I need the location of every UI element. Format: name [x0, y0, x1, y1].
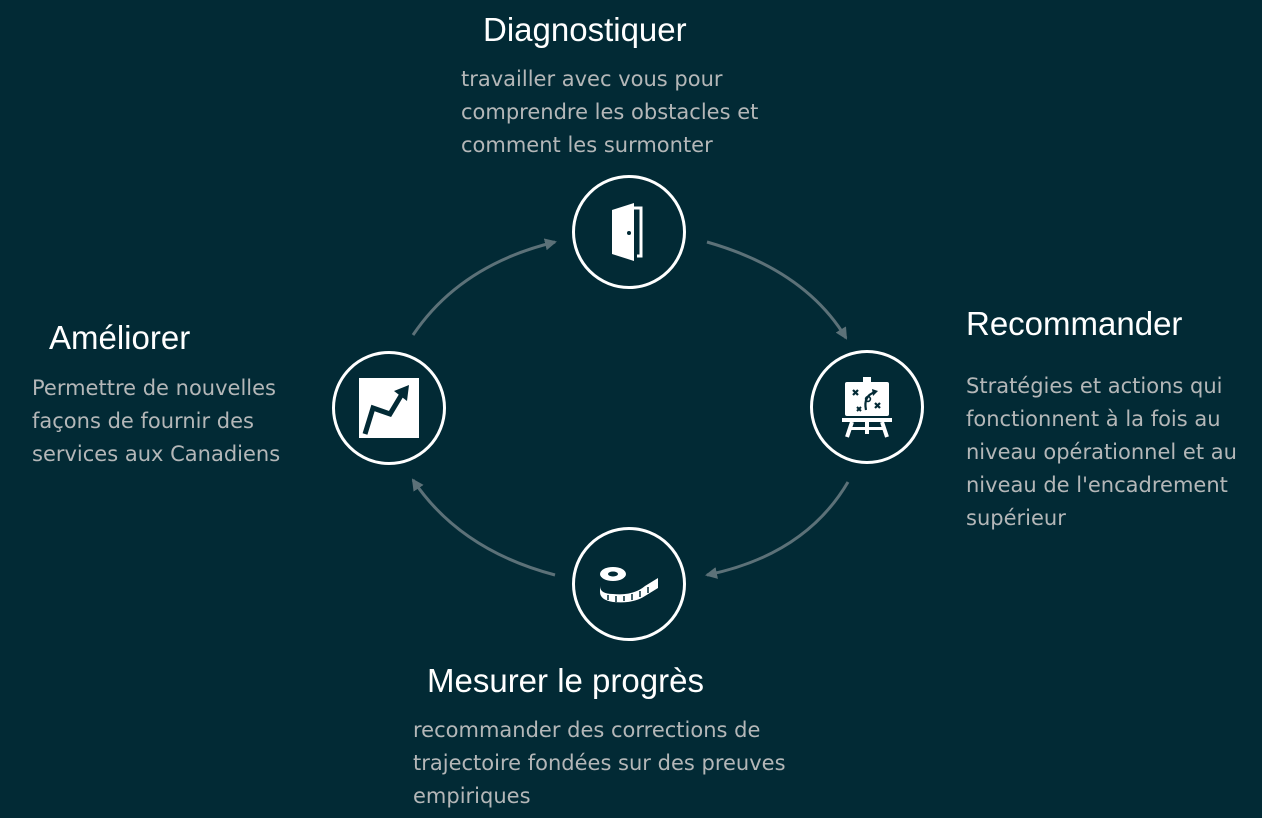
description-line: Permettre de nouvelles — [32, 376, 276, 400]
door-icon — [604, 200, 654, 264]
trend-up-icon — [359, 378, 419, 438]
step-node-mesurer — [572, 527, 686, 641]
description-line: comprendre les obstacles et — [461, 100, 759, 124]
step-node-recommander — [810, 350, 924, 464]
description-line: niveau de l'encadrement — [966, 473, 1228, 497]
arrow-mesurer-to-ameliorer — [413, 480, 555, 575]
description-line: services aux Canadiens — [32, 442, 281, 466]
step-title-recommander: Recommander — [966, 305, 1183, 342]
arrow-recommander-to-mesurer — [707, 482, 848, 575]
arrow-diagnostiquer-to-recommander — [707, 242, 846, 338]
step-description-diagnostiquer — [461, 63, 758, 162]
step-title-diagnostiquer: Diagnostiquer — [483, 11, 687, 48]
step-description-mesurer — [413, 714, 786, 813]
strategy-board-icon — [839, 376, 895, 438]
description-line: travailler avec vous pour — [461, 67, 723, 91]
arrow-ameliorer-to-diagnostiquer — [413, 242, 555, 335]
description-line: recommander des corrections de — [413, 718, 761, 742]
step-node-diagnostiquer — [572, 175, 686, 289]
step-title-mesurer: Mesurer le progrès — [427, 662, 704, 699]
step-node-ameliorer — [332, 351, 446, 465]
description-line: trajectoire fondées sur des preuves — [413, 751, 786, 775]
description-line: niveau opérationnel et au — [966, 440, 1237, 464]
description-line: Stratégies et actions qui — [966, 374, 1223, 398]
step-description-recommander — [966, 370, 1237, 535]
step-description-ameliorer — [32, 372, 280, 471]
description-line: supérieur — [966, 506, 1066, 530]
measuring-tape-icon — [597, 564, 661, 604]
description-line: empiriques — [413, 784, 531, 808]
description-line: façons de fournir des — [32, 409, 254, 433]
description-line: fonctionnent à la fois au — [966, 407, 1221, 431]
step-title-ameliorer: Améliorer — [49, 319, 191, 356]
description-line: comment les surmonter — [461, 133, 713, 157]
